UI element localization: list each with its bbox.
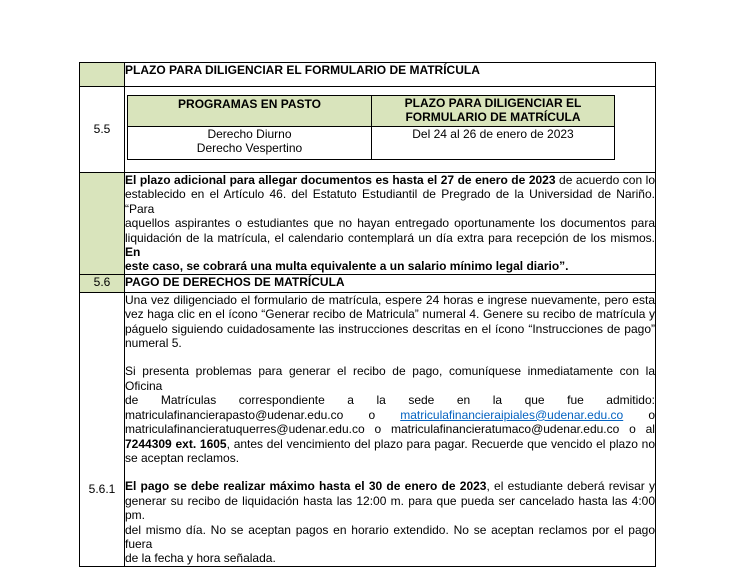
deadline-header-line2: FORMULARIO DE MATRÍCULA <box>405 110 581 125</box>
section-title: PLAZO PARA DILIGENCIAR EL FORMULARIO DE MATRÍCULA <box>125 63 656 87</box>
table-row <box>80 274 656 292</box>
payment-instructions: Una vez diligenciado el formulario de matrícula, espere 24 horas e ingrese nuevamente, pero esta vez haga clic en el ícono “Generar recibo de Matricula” numeral 4. Genere su recibo de matrícula y páguelo siguiendo cuidadosamente las instrucciones descritas en el ícono “Instrucciones de pago” numeral 5. Si presenta problemas para generar el recibo de pago, comuníquese inmediatamente con la Oficina de Matrículas correspondiente a la sede en la que fue admitido: matriculafinancierapasto@udenar.edu.co o matriculafinancieraipiales@udenar.edu.co o matriculafinancieratuquerres@udenar.edu.co o matriculafinancieratumaco@udenar.edu.co o al 7244309 ext. 1605, antes del vencimiento del plazo para pagar. Recuerde que vencido el plazo no se aceptan reclamos. El pago se debe realizar máximo hasta el 30 de enero de 2023, el estudiante deberá revisar y generar su recibo de liquidación hasta las 12:00 m. para que pueda ser cancelado hasta las 4:00 pm. del mismo día. No se aceptan pagos en horario extendido. No se aceptan reclamos por el pago fuera de la fecha y hora señalada. <box>125 292 656 566</box>
program-item: Derecho Diurno <box>207 127 292 141</box>
section-title: PAGO DE DERECHOS DE MATRÍCULA <box>125 274 656 292</box>
row-number-cell <box>80 173 125 275</box>
phone-number: 7244309 ext. 1605 <box>125 436 227 451</box>
deadline-header-line1: PLAZO PARA DILIGENCIAR EL <box>404 96 582 110</box>
document-page <box>79 62 656 567</box>
programs-header: PROGRAMAS EN PASTO <box>128 96 372 127</box>
schedule-cell <box>125 87 656 173</box>
deadline-cell: Del 24 al 26 de enero de 2023 <box>372 127 615 160</box>
schedule-table <box>127 95 615 160</box>
email-link[interactable]: matriculafinancieraipiales@udenar.edu.co <box>400 407 624 422</box>
row-number: 5.5 <box>80 87 125 173</box>
table-row <box>80 63 656 87</box>
row-number: 5.6 <box>80 274 125 292</box>
programs-cell <box>128 127 372 160</box>
table-row <box>80 292 656 566</box>
email-link[interactable]: matriculafinancieratumaco@udenar.edu.co <box>391 422 620 437</box>
deadline-header <box>372 96 615 127</box>
row-number: 5.6.1 <box>80 292 125 566</box>
program-item: Derecho Vespertino <box>196 141 303 156</box>
additional-deadline-paragraph: El plazo adicional para allegar documentos es hasta el 27 de enero de 2023 de acuerdo con lo establecido en el Artículo 46. del Estatuto Estudiantil de Pregrado de la Universidad de Nariño. “Para aquellos aspirantes o estudiantes que no hayan entregado oportunamente los documentos para liquidación de la matrícula, el calendario contemplará un día extra para recepción de los mismos. En este caso, se cobrará una multa equivalente a un salario mínimo legal diario”. <box>125 173 655 274</box>
row-number-cell <box>80 63 125 87</box>
email-link[interactable]: matriculafinancierapasto@udenar.edu.co <box>125 407 344 422</box>
table-row <box>80 87 656 173</box>
email-link[interactable]: matriculafinancieratuquerres@udenar.edu.co <box>125 422 365 437</box>
bold-text: El plazo adicional para allegar documentos es hasta el 27 de enero de 2023 <box>125 173 556 187</box>
table-row <box>80 173 656 275</box>
registration-table <box>79 62 656 567</box>
